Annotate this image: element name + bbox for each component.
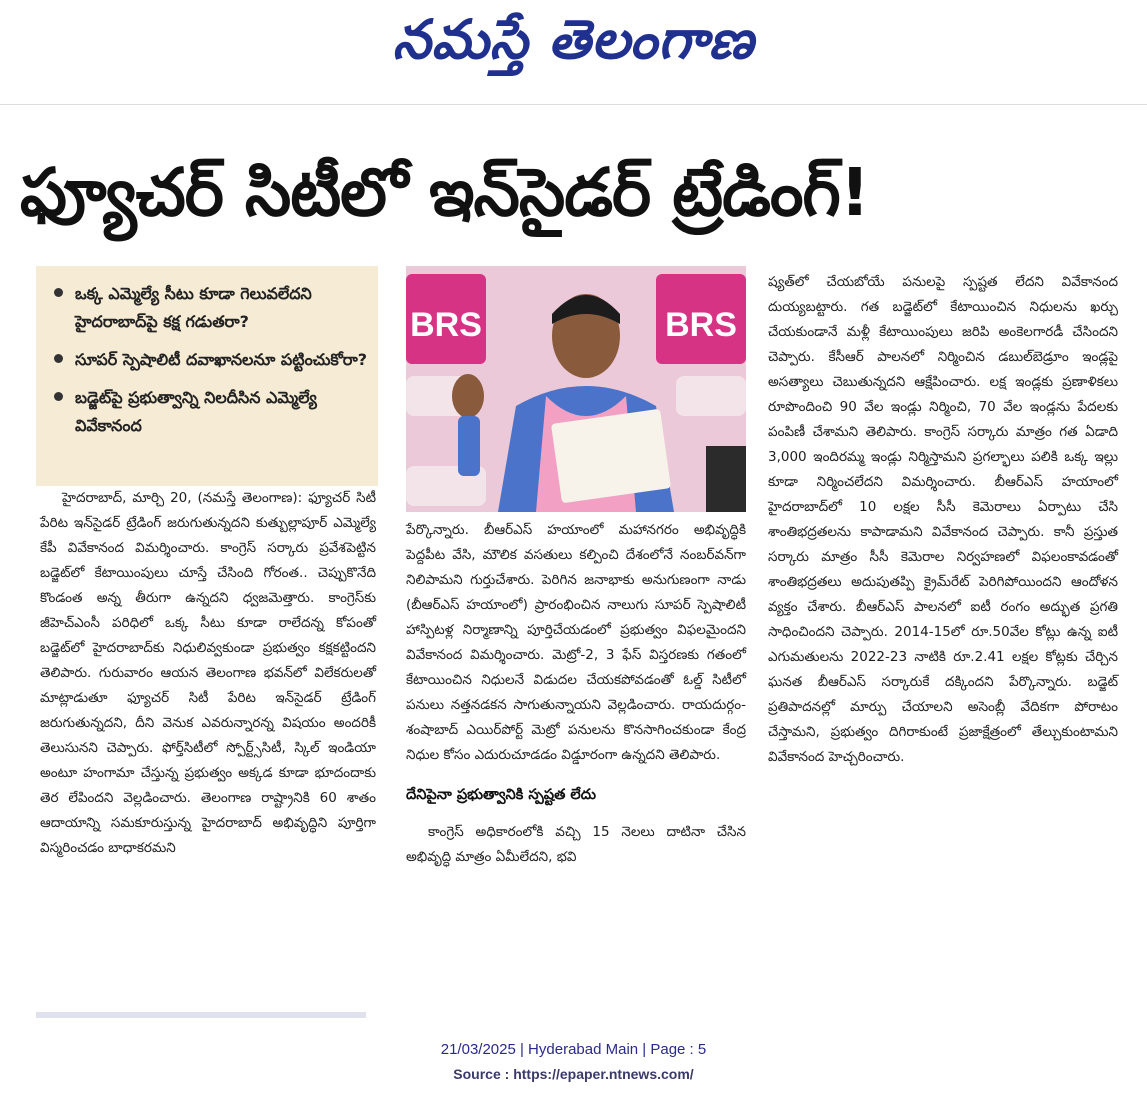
article-column-left [40, 486, 376, 861]
headline: ఫ్యూచర్ సిటీలో ఇన్‌సైడర్ ట్రేడింగ్! [20, 154, 870, 231]
highlight-text: బడ్జెట్‌పై ప్రభుత్వాన్ని నిలదీసిన ఎమ్మెల్యే వివేకానంద [75, 388, 317, 435]
speaker-photo-illustration [406, 266, 746, 512]
header-divider [0, 104, 1147, 105]
news-photo [406, 266, 746, 512]
bullet-dot-icon [54, 392, 63, 401]
brs-banner-text: BRS [665, 306, 737, 344]
article-column-right [768, 270, 1118, 770]
article-paragraph: ష్యత్‌లో చేయబోయే పనులపై స్పష్టత లేదని వివేకానంద దుయ్యబట్టారు. గత బడ్జెట్‌లో కేటాయించిన నిధులను ఖర్చు చేయకుండానే మళ్లీ కేటాయింపులు జరిపి అంకెలగారడీ చేసిందని చెప్పారు. కేసీఆర్ పాలనలో నిర్మించిన డబుల్‌బెడ్రూం ఇండ్లపై అసత్యాలు చెబుతున్నదని ఆక్షేపించారు. లక్ష ఇండ్లకు ప్రణాళికలు రూపొందించి 90 వేల ఇండ్లు నిర్మించి, 70 వేల ఇండ్లను పేదలకు పంపిణీ చేశామని తెలిపారు. కాంగ్రెస్ సర్కారు మాత్రం గత ఏడాది 3,000 ఇందిరమ్మ ఇండ్లు నిర్మిస్తామని ప్రగల్భాలు పలికి ఒక్క ఇల్లు కూడా నిర్మించలేదని విమర్శించారు. బీఆర్‌ఎస్ హయాంలో హైదరాబాద్‌లో 10 లక్షల సీసీ కెమెరాలు ఏర్పాటు చేసి శాంతిభద్రతలను కాపాడామని వివేకానంద చెప్పారు. కానీ ప్రస్తుత సర్కారు మాత్రం సీసీ కెమెరాల నిర్వహణలో విఫలంకావడంతో శాంతిభద్రతలు అదుపుతప్పి క్రైమ్‌రేట్ పెరిగిపోయిందని ఆందోళన వ్యక్తం చేశారు. బీఆర్‌ఎస్ పాలనలో ఐటీ రంగం అద్భుత ప్రగతి సాధించిందని చెప్పారు. 2014-15లో రూ.50వేల కోట్లు ఉన్న ఐటీ ఎగుమతులను 2022-23 నాటికి రూ.2.41 లక్షల కోట్లకు చేర్చిన ఘనత బీఆర్‌ఎస్ సర్కారుకే దక్కిందని పేర్కొన్నారు. బడ్జెట్ ప్రతిపాదనల్లో మార్పు చేయాలని అసెంబ్లీ వేదికగా పోరాటం చేస్తామని, ప్రభుత్వం దిగిరాకుంటే ప్రజాక్షేత్రంలో తేల్చుకుంటామని వివేకానంద హెచ్చరించారు. [768, 274, 1118, 765]
highlight-item [54, 280, 368, 336]
bullet-dot-icon [54, 288, 63, 297]
bullet-dot-icon [54, 354, 63, 363]
page-footer [0, 1038, 1147, 1086]
article-subheading: దేనిపైనా ప్రభుత్వానికి స్పష్టత లేదు [406, 787, 596, 803]
edition-info: 21/03/2025 | Hyderabad Main | Page : 5 [440, 1041, 707, 1058]
article-paragraph: కాంగ్రెస్ అధికారంలోకి వచ్చి 15 నెలలు దాటినా చేసిన అభివృద్ధి మాత్రం ఏమీలేదని, భవి [406, 824, 746, 865]
speaker-hand [452, 374, 484, 418]
source-link[interactable]: Source : https://epaper.ntnews.com/ [453, 1066, 694, 1082]
highlight-item [54, 384, 368, 440]
budget-document [551, 409, 671, 504]
article-column-middle [406, 518, 746, 870]
brs-banner-text: BRS [410, 306, 482, 344]
article-paragraph: హైదరాబాద్, మార్చి 20, (నమస్తే తెలంగాణ): ఫ్యూచర్ సిటీ పేరిట ఇన్‌సైడర్ ట్రేడింగ్ జరుగుతున్నదని కుత్బుల్లాపూర్ ఎమ్మెల్యే కేపీ వివేకానంద విమర్శించారు. కాంగ్రెస్ సర్కారు ప్రవేశపెట్టిన బడ్జెట్‌లో కేటాయింపులు చూస్తే చేసింది గోరంత.. చెప్పుకొనేది కొండంత అన్న తీరుగా ఉన్నదని ధ్వజమెత్తారు. కాంగ్రెస్‌కు జీహెచ్‌ఎంసీ పరిధిలో ఒక్క సీటు కూడా రాలేదన్న కోపంతో బడ్జెట్‌లో హైదరాబాద్‌కు నిధులివ్వకుండా ప్రభుత్వం కక్షకట్టిందని తెలిపారు. గురువారం ఆయన తెలంగాణ భవన్‌లో విలేకరులతో మాట్లాడుతూ ఫ్యూచర్ సిటీ పేరిట ఇన్‌సైడర్ ట్రేడింగ్ జరుగుతున్నదని, దీని వెనుక ఎవరున్నారన్న విషయం అందరికీ తెలుసునని చెప్పారు. ఫోర్త్‌సిటీలో స్పోర్ట్స్‌సిటీ, స్కిల్ ఇండియా అంటూ హంగామా చేస్తున్న ప్రభుత్వం అక్కడ కూడా భూదందాకు తెర లేపిందని వెల్లడించారు. తెలంగాణ రాష్ట్రానికి 60 శాతం ఆదాయాన్ని సమకూరుస్తున్న హైదరాబాద్ అభివృద్ధిని పూర్తిగా విస్మరించడం బాధాకరమని [40, 490, 376, 856]
column-end-bar [36, 1012, 366, 1018]
highlight-text: ఒక్క ఎమ్మెల్యే సీటు కూడా గెలువలేదని హైదరాబాద్‌పై కక్ష గడుతరా? [75, 284, 312, 331]
article-paragraph: పేర్కొన్నారు. బీఆర్‌ఎస్ హయాంలో మహానగరం అభివృద్ధికి పెద్దపీట వేసి, మౌలిక వసతులు కల్పించి దేశంలోనే నంబర్‌వన్‌గా నిలిపామని గుర్తుచేశారు. పెరిగిన జనాభాకు అనుగుణంగా నాడు (బీఆర్‌ఎస్ హయాంలో) ప్రారంభించిన నాలుగు సూపర్ స్పెషాలిటీ హాస్పిటళ్ల నిర్మాణాన్ని పూర్తిచేయడంలో ప్రభుత్వం విఫలమైందని వివేకానంద విమర్శించారు. మెట్రో-2, 3 ఫేస్ విస్తరణకు గతంలో కేటాయించిన నిధులనే విడుదల చేయకపోవడంతో ఓల్డ్ సిటీలో పనులు నత్తనడకన సాగుతున్నాయని వెల్లడించారు. రాయదుర్గం- శంషాబాద్ ఎయిర్‌పోర్ట్ మెట్రో పనులను కొనసాగించకుండా కేంద్ర నిధుల కోసం ఎదురుచూడడం విడ్డూరంగా ఉన్నదని తెలిపారు. [406, 522, 746, 763]
masthead-logo: నమస్తే తెలంగాణ [392, 8, 755, 71]
highlight-item [54, 346, 368, 374]
highlights-box [36, 266, 378, 486]
highlight-text: సూపర్ స్పెషాలిటీ దవాఖానలనూ పట్టించుకోరా? [75, 350, 368, 369]
